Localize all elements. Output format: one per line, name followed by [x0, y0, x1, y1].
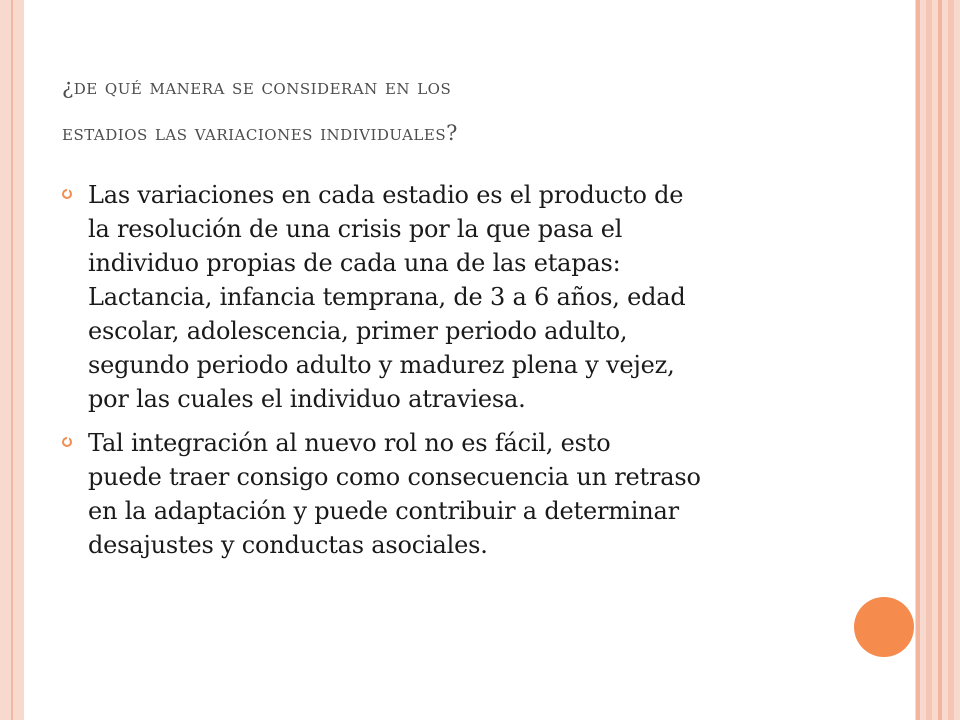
- bullet-line: en la adaptación y puede contribuir a determinar: [88, 497, 679, 525]
- bullet-line: Las variaciones en cada estadio es el producto de: [88, 181, 684, 209]
- bullet-line: la resolución de una crisis por la que pasa el: [88, 215, 623, 243]
- slide-title-line: ¿de qué manera se consideran en los: [62, 75, 452, 99]
- bullet-line: Tal integración al nuevo rol no es fácil, esto: [88, 429, 611, 457]
- right-stripe: [926, 0, 932, 720]
- slide-title-line: estadios las variaciones individuales?: [62, 121, 458, 145]
- bullet-line: escolar, adolescencia, primer periodo adulto,: [88, 317, 628, 345]
- bullet-marker-icon: [62, 437, 72, 447]
- bullet-text: [88, 178, 842, 416]
- orange-circle-decoration: [854, 597, 914, 657]
- bullet-line: puede traer consigo como consecuencia un retraso: [88, 463, 701, 491]
- bullet-line: Lactancia, infancia temprana, de 3 a 6 años, edad: [88, 283, 686, 311]
- bullet-line: por las cuales el individuo atraviesa.: [88, 385, 526, 413]
- bullet-line: individuo propias de cada una de las etapas:: [88, 249, 621, 277]
- right-stripe: [916, 0, 920, 720]
- bullet-text: [88, 426, 842, 562]
- right-stripe: [938, 0, 942, 720]
- bullet-list: [62, 178, 842, 572]
- bullet-item: [62, 178, 842, 416]
- bullet-line: desajustes y conductas asociales.: [88, 531, 488, 559]
- left-border-line: [11, 0, 13, 720]
- bullet-marker-icon: [62, 189, 72, 199]
- bullet-item: [62, 426, 842, 562]
- bullet-line: segundo periodo adulto y madurez plena y vejez,: [88, 351, 675, 379]
- right-stripe: [948, 0, 954, 720]
- slide-title: [62, 64, 862, 156]
